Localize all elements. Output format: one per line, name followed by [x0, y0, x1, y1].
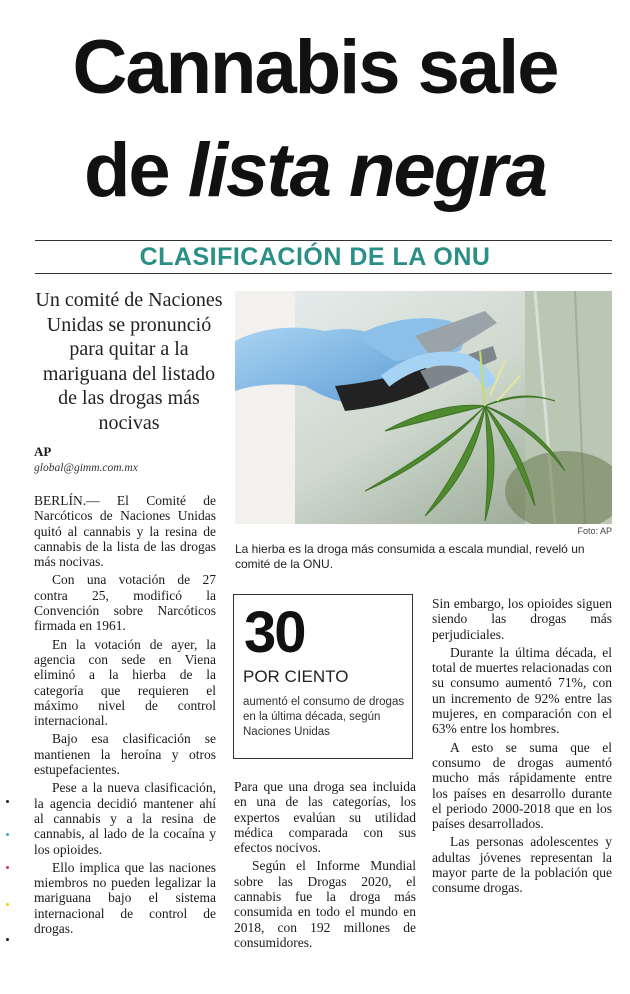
paragraph: En la votación de ayer, la agencia con sede en Viena eliminó a la hierba de la categoría que requieren el máximo nivel de control internacional.: [34, 636, 216, 729]
rule-bottom: [35, 273, 612, 274]
registration-dot-yellow: [6, 903, 9, 906]
paragraph: BERLÍN.— El Comité de Narcóticos de Naciones Unidas quitó al cannabis y la resina de cannabis de la lista de las drogas más nocivas.: [34, 493, 216, 570]
photo-caption: La hierba es la droga más consumida a escala mundial, reveló un comité de la ONU.: [235, 542, 585, 571]
registration-dot-black-2: [6, 938, 9, 941]
paragraph: Ello implica que las naciones miembros no pueden legalizar la mariguana bajo el sistema internacional de control de drogas.: [34, 859, 216, 937]
headline-italic: lista negra: [187, 128, 546, 213]
stat-box: [233, 594, 413, 759]
headline-line-1: Cannabis sale: [72, 25, 558, 110]
registration-dot-black: [6, 800, 9, 803]
paragraph: Según el Informe Mundial sobre las Drogas 2020, el cannabis fue la droga más consumida en todo el mundo en 2018, con 192 millones de consumidores.: [234, 858, 416, 950]
paragraph: Bajo esa clasificación se mantienen la heroína y otros estupefacientes.: [34, 731, 216, 778]
paragraph: Con una votación de 27 contra 25, modificó la Convención sobre Narcóticos firmada en 1961.: [34, 572, 216, 634]
registration-dot-cyan: [6, 833, 9, 836]
photo-credit: Foto: AP: [577, 526, 612, 536]
stat-unit: POR CIENTO: [243, 667, 349, 686]
headline-prefix: de: [84, 128, 169, 213]
paragraph: A esto se suma que el consumo de drogas aumentó mucho más rápidamente entre los países en desarrollo durante el periodo 2000-2018 que en los países desarrollados.: [432, 739, 612, 832]
article-column-3: [432, 596, 612, 899]
article-column-1: [34, 493, 216, 939]
article-column-2: [234, 779, 416, 953]
cannabis-photo-illustration: [235, 291, 612, 524]
paragraph: Sin embargo, los opioides siguen siendo las drogas más perjudiciales.: [432, 596, 612, 642]
paragraph: Las personas adolescentes y adultas jóvenes representan la mayor parte de la población que consume drogas.: [432, 834, 612, 896]
news-photo: [235, 291, 612, 524]
deck-summary: Un comité de Naciones Unidas se pronunció para quitar a la mariguana del listado de las drogas más nocivas: [35, 289, 223, 434]
paragraph: Durante la última década, el total de muertes relacionadas con su consumo aumentó 71%, con un incremento de 92% entre las mujeres, en comparación con el 63% entre los hombres.: [432, 644, 612, 737]
rule-top: [35, 240, 612, 241]
byline-email[interactable]: global@gimm.com.mx: [34, 462, 138, 474]
paragraph: Pese a la nueva clasificación, la agencia decidió mantener ahí al cannabis y a la resina de cannabis, al lado de la cocaína y los opioides.: [34, 780, 216, 857]
section-kicker: CLASIFICACIÓN DE LA ONU: [139, 243, 491, 271]
paragraph: Para que una droga sea incluida en una de las categorías, los expertos evalúan su utilidad médica comparada con sus efectos nocivos.: [234, 779, 416, 856]
headline-line-2: [0, 128, 630, 213]
stat-description: aumentó el consumo de drogas en la última década, según Naciones Unidas: [243, 696, 405, 738]
byline-author: AP: [34, 444, 52, 459]
stat-number: 30: [244, 600, 305, 665]
registration-dot-magenta: [6, 866, 9, 869]
